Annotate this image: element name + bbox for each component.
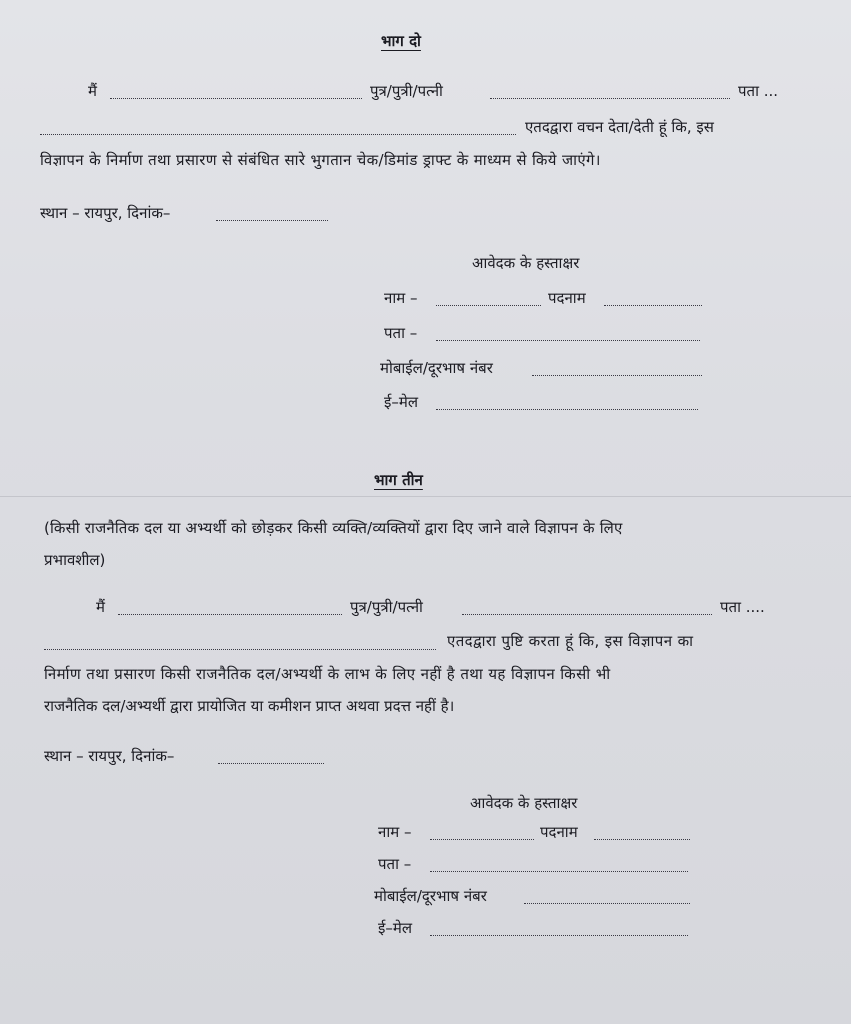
part-three-not-sponsored-text: राजनैतिक दल/अभ्यर्थी द्वारा प्रायोजित या कमीशन प्राप्त अथवा प्रदत्त नहीं है। <box>44 697 455 715</box>
part-three-heading: भाग तीन <box>374 471 423 489</box>
part-two-relation-label: पुत्र/पुत्री/पत्नी <box>370 82 443 100</box>
part-two-relation-blank[interactable] <box>490 84 730 99</box>
part-three-intro-line1: (किसी राजनैतिक दल या अभ्यर्थी को छोड़कर किसी व्यक्ति/व्यक्तियों द्वारा दिए जाने वाले विज्ञापन के लिए <box>44 519 623 537</box>
part-two-address-label: पता ... <box>738 82 779 100</box>
part-three-intro-line2: प्रभावशील) <box>44 551 106 569</box>
part-three-mobile-blank[interactable] <box>524 889 690 904</box>
part-three-designation-label: पदनाम <box>540 823 578 841</box>
part-two-name-label: नाम – <box>384 289 418 307</box>
part-three-confirm-text: एतदद्वारा पुष्टि करता हूं कि, इस विज्ञापन का <box>447 632 694 650</box>
part-two-designation-label: पदनाम <box>548 289 586 307</box>
part-two-mobile-blank[interactable] <box>532 361 702 376</box>
part-three-sign-address-blank[interactable] <box>430 857 688 872</box>
part-three-signer-name-blank[interactable] <box>430 825 534 840</box>
part-two-sign-address-blank[interactable] <box>436 326 700 341</box>
part-three-address-label: पता .... <box>720 598 765 616</box>
part-three-email-blank[interactable] <box>430 921 688 936</box>
part-two-address-blank[interactable] <box>40 120 516 135</box>
paper-fold-line <box>0 496 851 497</box>
part-two-date-blank[interactable] <box>216 206 328 221</box>
part-three-date-blank[interactable] <box>218 749 324 764</box>
part-three-not-political-text: निर्माण तथा प्रसारण किसी राजनैतिक दल/अभ्यर्थी के लाभ के लिए नहीं है तथा यह विज्ञापन किसी भी <box>44 665 611 683</box>
part-two-signature-title: आवेदक के हस्ताक्षर <box>472 254 580 272</box>
part-two-email-label: ई–मेल <box>384 393 419 411</box>
part-two-heading: भाग दो <box>381 32 421 50</box>
part-three-address-blank[interactable] <box>44 635 436 650</box>
part-two-designation-blank[interactable] <box>604 291 702 306</box>
part-two-name-blank[interactable] <box>110 84 362 99</box>
part-three-designation-blank[interactable] <box>594 825 690 840</box>
part-three-name-label: नाम – <box>378 823 412 841</box>
part-three-sign-address-label: पता – <box>378 855 412 873</box>
part-three-i-label: मैं <box>96 598 105 616</box>
part-two-i-label: मैं <box>88 82 97 100</box>
part-three-signature-title: आवेदक के हस्ताक्षर <box>470 794 578 812</box>
part-two-email-blank[interactable] <box>436 395 698 410</box>
part-two-payment-text: विज्ञापन के निर्माण तथा प्रसारण से संबंधित सारे भुगतान चेक/डिमांड ड्राफ्ट के माध्यम से किये जाएंगे। <box>40 151 601 169</box>
part-two-place-date-label: स्थान – रायपुर, दिनांक– <box>40 204 171 222</box>
part-two-undertaking-text: एतदद्वारा वचन देता/देती हूं कि, इस <box>525 118 714 136</box>
part-three-relation-blank[interactable] <box>462 600 712 615</box>
part-two-mobile-label: मोबाईल/दूरभाष नंबर <box>380 359 493 377</box>
part-two-signer-name-blank[interactable] <box>436 291 541 306</box>
part-three-place-date-label: स्थान – रायपुर, दिनांक– <box>44 747 175 765</box>
part-three-relation-label: पुत्र/पुत्री/पत्नी <box>350 598 423 616</box>
part-two-sign-address-label: पता – <box>384 324 418 342</box>
part-three-name-blank[interactable] <box>118 600 342 615</box>
part-three-mobile-label: मोबाईल/दूरभाष नंबर <box>374 887 487 905</box>
part-three-email-label: ई–मेल <box>378 919 413 937</box>
